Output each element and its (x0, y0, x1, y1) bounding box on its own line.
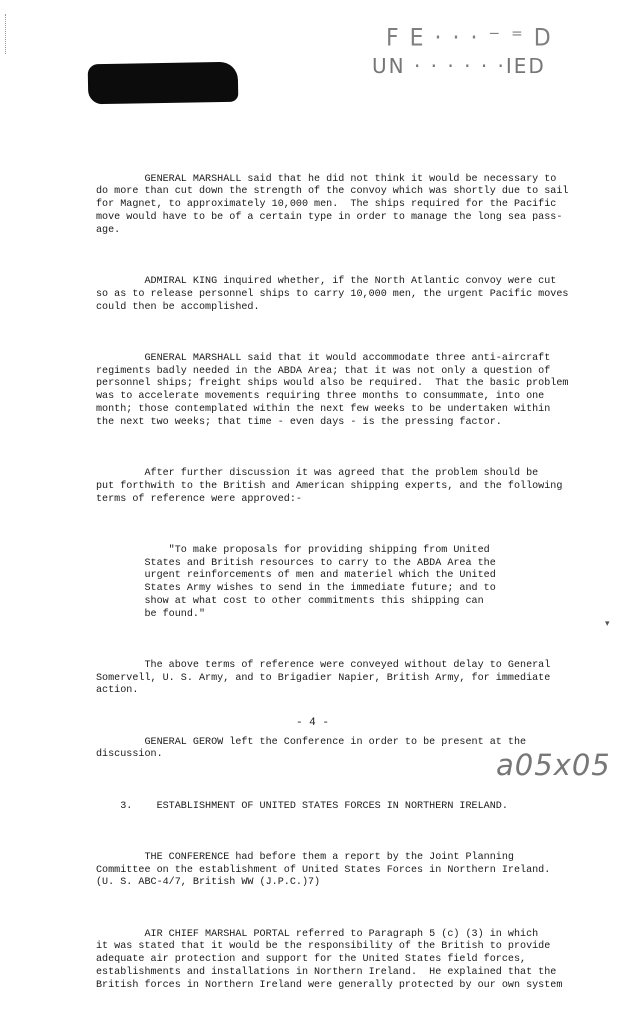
paragraph-gerow-left: GENERAL GEROW left the Conference in order to be present at the discussion. (96, 736, 527, 761)
paragraph-king-inquiry: ADMIRAL KING inquired whether, if the North Atlantic convoy were cut so as to release personnel ships to carry 10,000 men, the urgent Pacific moves could then be accomplished. (96, 275, 569, 313)
stamp-line-1: F E · · · ⁻ ⁼ D (386, 24, 553, 53)
redaction-block (88, 62, 239, 105)
page-number: - 4 - (295, 717, 329, 729)
handwritten-annotation: a05x05 (496, 748, 611, 782)
declassified-stamp (372, 24, 553, 78)
stamp-line-2: UN · · · · · ·IED (372, 54, 546, 78)
terms-of-reference-quote: "To make proposals for providing shipping from United States and British resources to carry to the ABDA Area the urgent reinforcements of men and materiel which the United States Army wishes to send in the immediate future; and to show at what cost to other commitments this shipping can be found." (144, 544, 496, 620)
paragraph-conference-report: THE CONFERENCE had before them a report by the Joint Planning Committee on the establishment of United States Forces in Northern Ireland. (U. S. ABC-4/7, British WW (J.P.C.)7) (96, 851, 551, 889)
paragraph-terms-conveyed: The above terms of reference were conveyed without delay to General Somervell, U. S. Army, and to Brigadier Napier, British Army, for immediate action. (96, 659, 551, 697)
paragraph-portal-air-protection: AIR CHIEF MARSHAL PORTAL referred to Paragraph 5 (c) (3) in which it was stated that it would be the responsibility of the British to provide adequate air protection and support for the United States field forces, establishments and installations in Northern Ireland. He explained that the British forces in Northern Ireland were generally protected by our own system (96, 928, 563, 991)
paragraph-marshall-antiaircraft: GENERAL MARSHALL said that it would accommodate three anti-aircraft regiments badly needed in the ABDA Area; that it was not only a question of personnel ships; freight ships would also be required. That the basic problem was to accelerate movements requiring three months to consummate, into one month; those contemplated within the next few weeks to be undertaken within the next two weeks; that time - even days - is the pressing factor. (96, 352, 569, 428)
margin-ticks (5, 14, 9, 54)
section-heading-northern-ireland: 3. ESTABLISHMENT OF UNITED STATES FORCES IN NORTHERN IRELAND. (96, 800, 508, 812)
paragraph-further-discussion: After further discussion it was agreed that the problem should be put forthwith to the British and American shipping experts, and the following terms of reference were approved:- (96, 467, 563, 505)
margin-mark: ▾ (605, 619, 610, 629)
document-body (96, 148, 576, 1031)
paragraph-marshall-convoy: GENERAL MARSHALL said that he did not think it would be necessary to do more than cut down the strength of the convoy which was shortly due to sail for Magnet, to approximately 10,000 men. The ships required for the Pacific move would have to be of a certain type in order to manage the long sea pass- age. (96, 173, 569, 236)
